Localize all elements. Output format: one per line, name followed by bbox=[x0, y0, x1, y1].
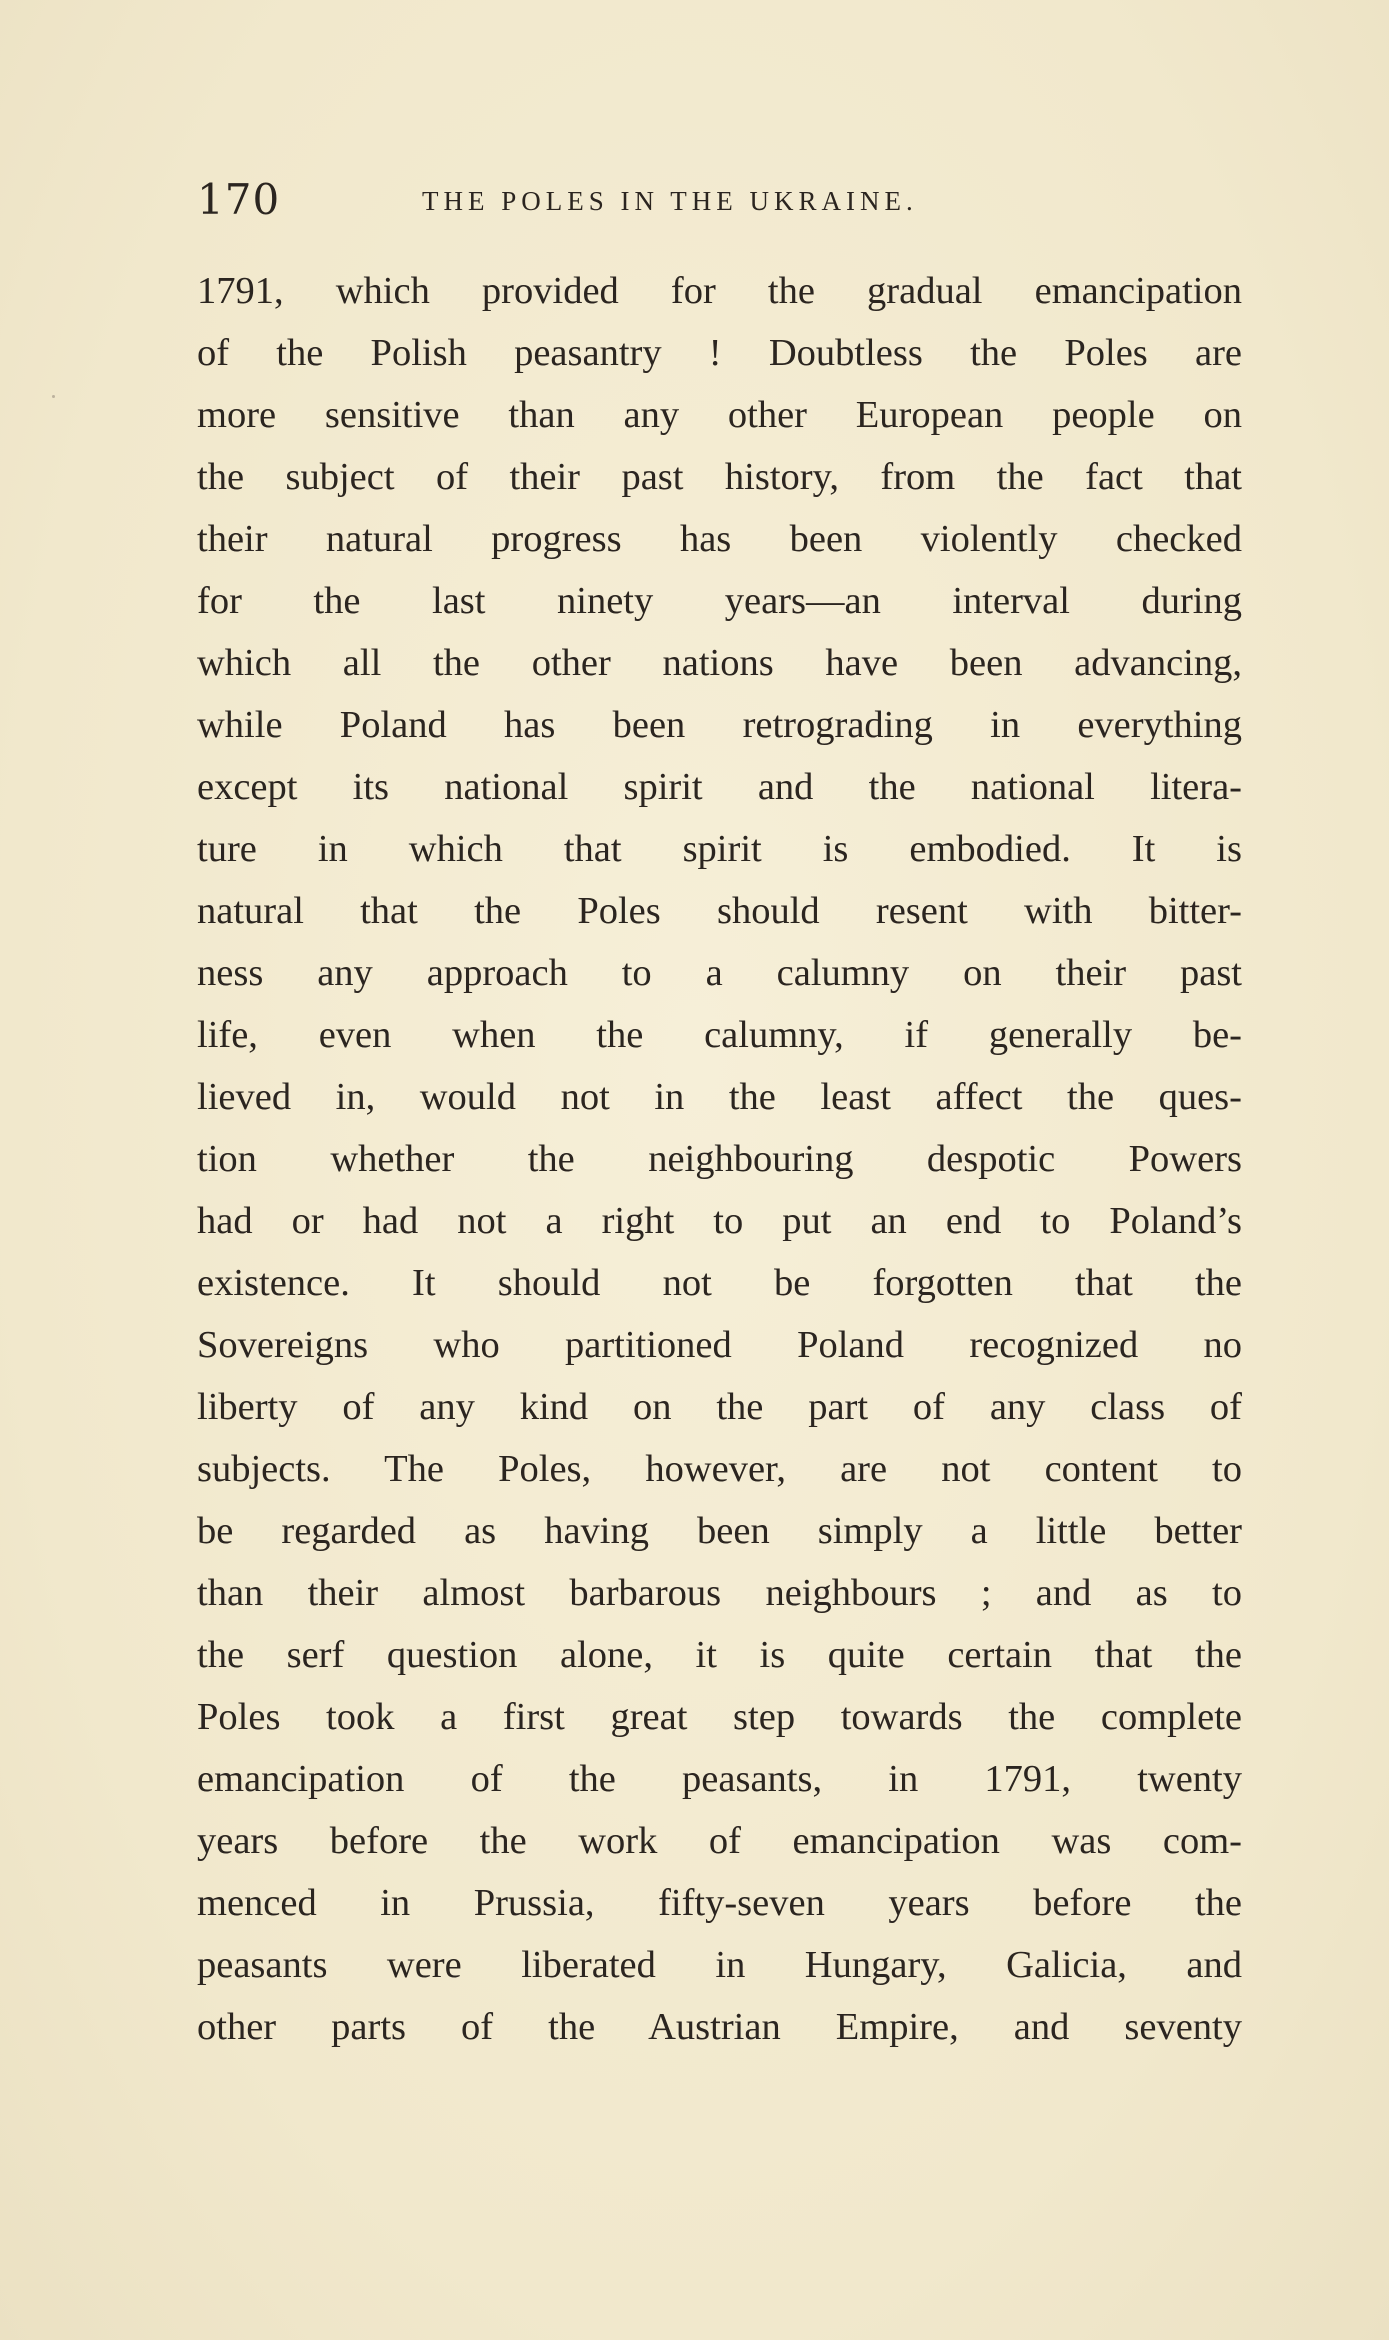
text-line: existence. It should not be forgotten that the bbox=[197, 1262, 1242, 1304]
text-line: subjects. The Poles, however, are not content to bbox=[197, 1448, 1242, 1490]
text-line: liberty of any kind on the part of any class of bbox=[197, 1386, 1242, 1428]
text-line: Poles took a first great step towards the complete bbox=[197, 1696, 1242, 1738]
text-line: years before the work of emancipation was com- bbox=[197, 1820, 1242, 1862]
running-head bbox=[197, 170, 1237, 230]
text-line: other parts of the Austrian Empire, and seventy bbox=[197, 2006, 1242, 2048]
text-line: ture in which that spirit is embodied. It is bbox=[197, 828, 1242, 870]
body-text bbox=[197, 260, 1242, 2058]
text-line: lieved in, would not in the least affect the ques- bbox=[197, 1076, 1242, 1118]
text-line: menced in Prussia, fifty-seven years before the bbox=[197, 1882, 1242, 1924]
text-line: for the last ninety years—an interval during bbox=[197, 580, 1242, 622]
text-line: while Poland has been retrograding in everything bbox=[197, 704, 1242, 746]
text-line: than their almost barbarous neighbours ; and as to bbox=[197, 1572, 1242, 1614]
text-line: 1791, which provided for the gradual emancipation bbox=[197, 270, 1242, 312]
text-line: peasants were liberated in Hungary, Galicia, and bbox=[197, 1944, 1242, 1986]
text-line: Sovereigns who partitioned Poland recognized no bbox=[197, 1324, 1242, 1366]
text-line: more sensitive than any other European people on bbox=[197, 394, 1242, 436]
text-line: their natural progress has been violently checked bbox=[197, 518, 1242, 560]
text-line: of the Polish peasantry ! Doubtless the Poles are bbox=[197, 332, 1242, 374]
text-line: except its national spirit and the national litera- bbox=[197, 766, 1242, 808]
page-number: 170 bbox=[197, 175, 281, 224]
text-line: ness any approach to a calumny on their past bbox=[197, 952, 1242, 994]
text-line: the serf question alone, it is quite certain that the bbox=[197, 1634, 1242, 1676]
paper-speck bbox=[52, 395, 55, 398]
text-line: had or had not a right to put an end to Poland’s bbox=[197, 1200, 1242, 1242]
text-line: life, even when the calumny, if generally be- bbox=[197, 1014, 1242, 1056]
text-line: be regarded as having been simply a little better bbox=[197, 1510, 1242, 1552]
text-line: which all the other nations have been advancing, bbox=[197, 642, 1242, 684]
text-line: the subject of their past history, from the fact that bbox=[197, 456, 1242, 498]
running-title: THE POLES IN THE UKRAINE. bbox=[422, 186, 918, 216]
text-line: emancipation of the peasants, in 1791, twenty bbox=[197, 1758, 1242, 1800]
text-line: natural that the Poles should resent with bitter- bbox=[197, 890, 1242, 932]
text-line: tion whether the neighbouring despotic Powers bbox=[197, 1138, 1242, 1180]
